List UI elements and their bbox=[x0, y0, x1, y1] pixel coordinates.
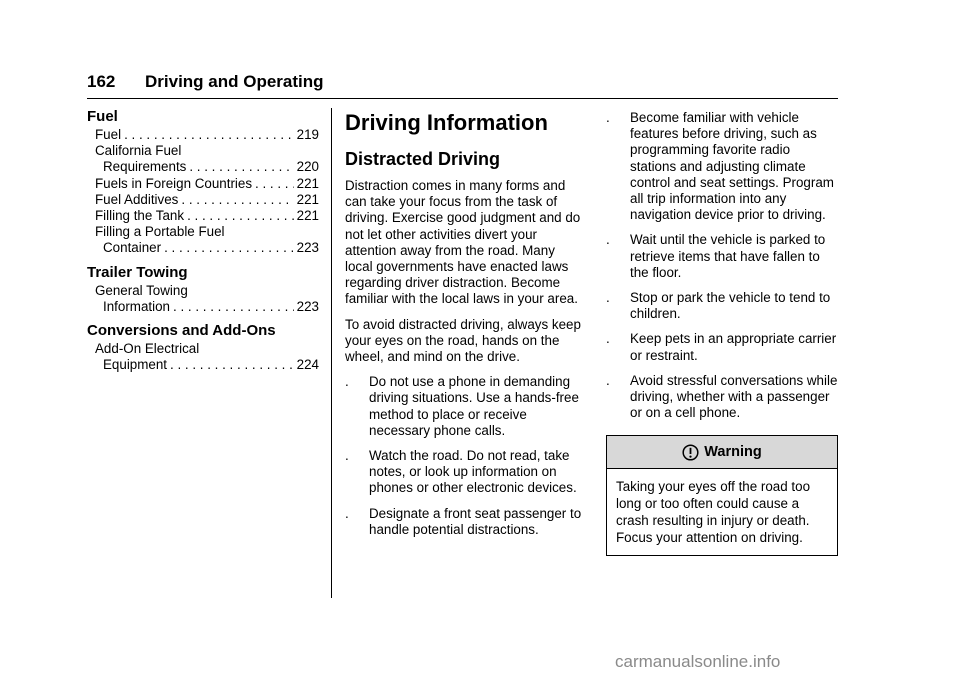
toc-section bbox=[87, 108, 319, 257]
bullet-text: Avoid stressful conversations while driving, whether with a passenger or on a cell phone. bbox=[630, 372, 838, 421]
bullet-mark: . bbox=[606, 331, 610, 347]
toc-page-number: 223 bbox=[296, 298, 319, 314]
section-title: Driving Information bbox=[345, 110, 548, 135]
toc-leader-dots bbox=[189, 159, 293, 175]
bullet-mark: . bbox=[606, 110, 610, 125]
bullet-item bbox=[606, 110, 838, 223]
toc-leader-dots bbox=[164, 240, 294, 256]
toc-entry-label: Requirements bbox=[103, 159, 187, 175]
bullet-text: Keep pets in an appropriate carrier or restraint. bbox=[630, 331, 837, 363]
toc-entry-line: General Towing bbox=[95, 282, 188, 298]
toc-leader-dots bbox=[255, 176, 294, 192]
toc-heading: Conversions and Add-Ons bbox=[87, 322, 276, 340]
toc-entry-line: Filling a Portable Fuel bbox=[95, 224, 225, 240]
toc-entry[interactable] bbox=[87, 208, 319, 224]
bullet-text: Designate a front seat passenger to handle potential distractions. bbox=[369, 505, 582, 537]
toc-entry[interactable] bbox=[87, 127, 319, 143]
bullet-item bbox=[606, 373, 838, 422]
toc-entry-label: Information bbox=[103, 298, 170, 314]
toc-page-number: 224 bbox=[296, 357, 319, 373]
bullet-text: Watch the road. Do not read, take notes, or look up information on phones or other electronic devices. bbox=[369, 448, 577, 496]
bullet-item bbox=[606, 290, 838, 322]
bullet-mark: . bbox=[345, 505, 349, 521]
bullet-mark: . bbox=[606, 290, 610, 306]
toc-heading: Trailer Towing bbox=[87, 263, 188, 281]
toc-page-number: 219 bbox=[296, 127, 319, 142]
toc-page-number: 223 bbox=[296, 240, 319, 256]
toc-entry[interactable] bbox=[87, 176, 319, 192]
bullet-text: Wait until the vehicle is parked to retrieve items that have fallen to the floor. bbox=[630, 232, 826, 280]
toc-entry[interactable] bbox=[87, 341, 319, 373]
bullet-text: Do not use a phone in demanding driving situations. Use a hands-free method to place or receive necessary phone calls. bbox=[369, 374, 579, 438]
toc-page-number: 221 bbox=[296, 208, 319, 224]
toc-section bbox=[87, 322, 319, 373]
toc-entry[interactable] bbox=[87, 283, 319, 315]
page-number: 162 bbox=[87, 72, 116, 91]
toc-leader-dots bbox=[187, 208, 294, 224]
toc-heading: Fuel bbox=[87, 108, 118, 125]
warning-text: Taking your eyes off the road too long or too often could cause a crash resulting in injury or death. Focus your attention on driving. bbox=[616, 479, 811, 546]
main-column bbox=[345, 110, 585, 547]
intro-paragraph: Distraction comes in many forms and can take your focus from the task of driving. Exercise good judgment and do not let other activities divert your attention away from the road. Many local governments have enacted laws regarding driver distraction. Become familiar with the local laws in your area. bbox=[345, 178, 581, 307]
bullet-list bbox=[606, 110, 838, 421]
bullet-mark: . bbox=[606, 232, 610, 248]
right-column bbox=[606, 110, 838, 556]
warning-icon bbox=[682, 444, 699, 461]
toc-section bbox=[87, 264, 319, 315]
toc-entry-line: California Fuel bbox=[95, 143, 182, 159]
toc-leader-dots bbox=[170, 357, 294, 373]
warning-header bbox=[607, 436, 837, 469]
bullet-item bbox=[345, 374, 585, 439]
toc-entry-label: Fuels in Foreign Countries bbox=[95, 175, 253, 191]
watermark: carmanualsonline.info bbox=[615, 652, 781, 671]
bullet-list bbox=[345, 374, 585, 538]
warning-title: Warning bbox=[704, 444, 762, 461]
warning-box bbox=[606, 435, 838, 556]
bullet-text: Stop or park the vehicle to tend to children. bbox=[630, 290, 831, 322]
page-header bbox=[87, 72, 838, 99]
bullet-item bbox=[345, 506, 585, 538]
toc-entry[interactable] bbox=[87, 224, 319, 256]
bullet-mark: . bbox=[345, 448, 349, 464]
subsection-title: Distracted Driving bbox=[345, 149, 501, 169]
toc-entry[interactable] bbox=[87, 143, 319, 175]
toc-page-number: 221 bbox=[296, 191, 319, 207]
column-divider bbox=[331, 108, 332, 598]
bullet-mark: . bbox=[606, 372, 610, 388]
toc-page-number: 220 bbox=[296, 159, 319, 175]
chapter-title: Driving and Operating bbox=[145, 72, 324, 91]
toc-entry-label: Filling the Tank bbox=[95, 208, 185, 224]
toc-leader-dots bbox=[181, 192, 293, 208]
toc-entry-line: Add-On Electrical bbox=[95, 341, 200, 357]
table-of-contents bbox=[87, 108, 319, 380]
toc-entry-label: Container bbox=[103, 240, 162, 256]
toc-entry-label: Fuel bbox=[95, 127, 122, 142]
bullet-item bbox=[345, 448, 585, 497]
bullet-mark: . bbox=[345, 374, 349, 390]
toc-leader-dots bbox=[124, 127, 294, 143]
bullet-item bbox=[606, 331, 838, 363]
toc-entry[interactable] bbox=[87, 192, 319, 208]
bullet-item bbox=[606, 232, 838, 281]
toc-leader-dots bbox=[173, 299, 294, 315]
toc-page-number: 221 bbox=[296, 175, 319, 191]
toc-entry-label: Fuel Additives bbox=[95, 191, 179, 207]
advice-paragraph: To avoid distracted driving, always keep your eyes on the road, hands on the wheel, and mind on the drive. bbox=[345, 316, 581, 365]
bullet-text: Become familiar with vehicle features before driving, such as programming favorite radio stations and adjusting climate control and seat settings. Program all trip information into any navigation device prior to driving. bbox=[630, 110, 834, 223]
toc-entry-label: Equipment bbox=[103, 357, 168, 373]
